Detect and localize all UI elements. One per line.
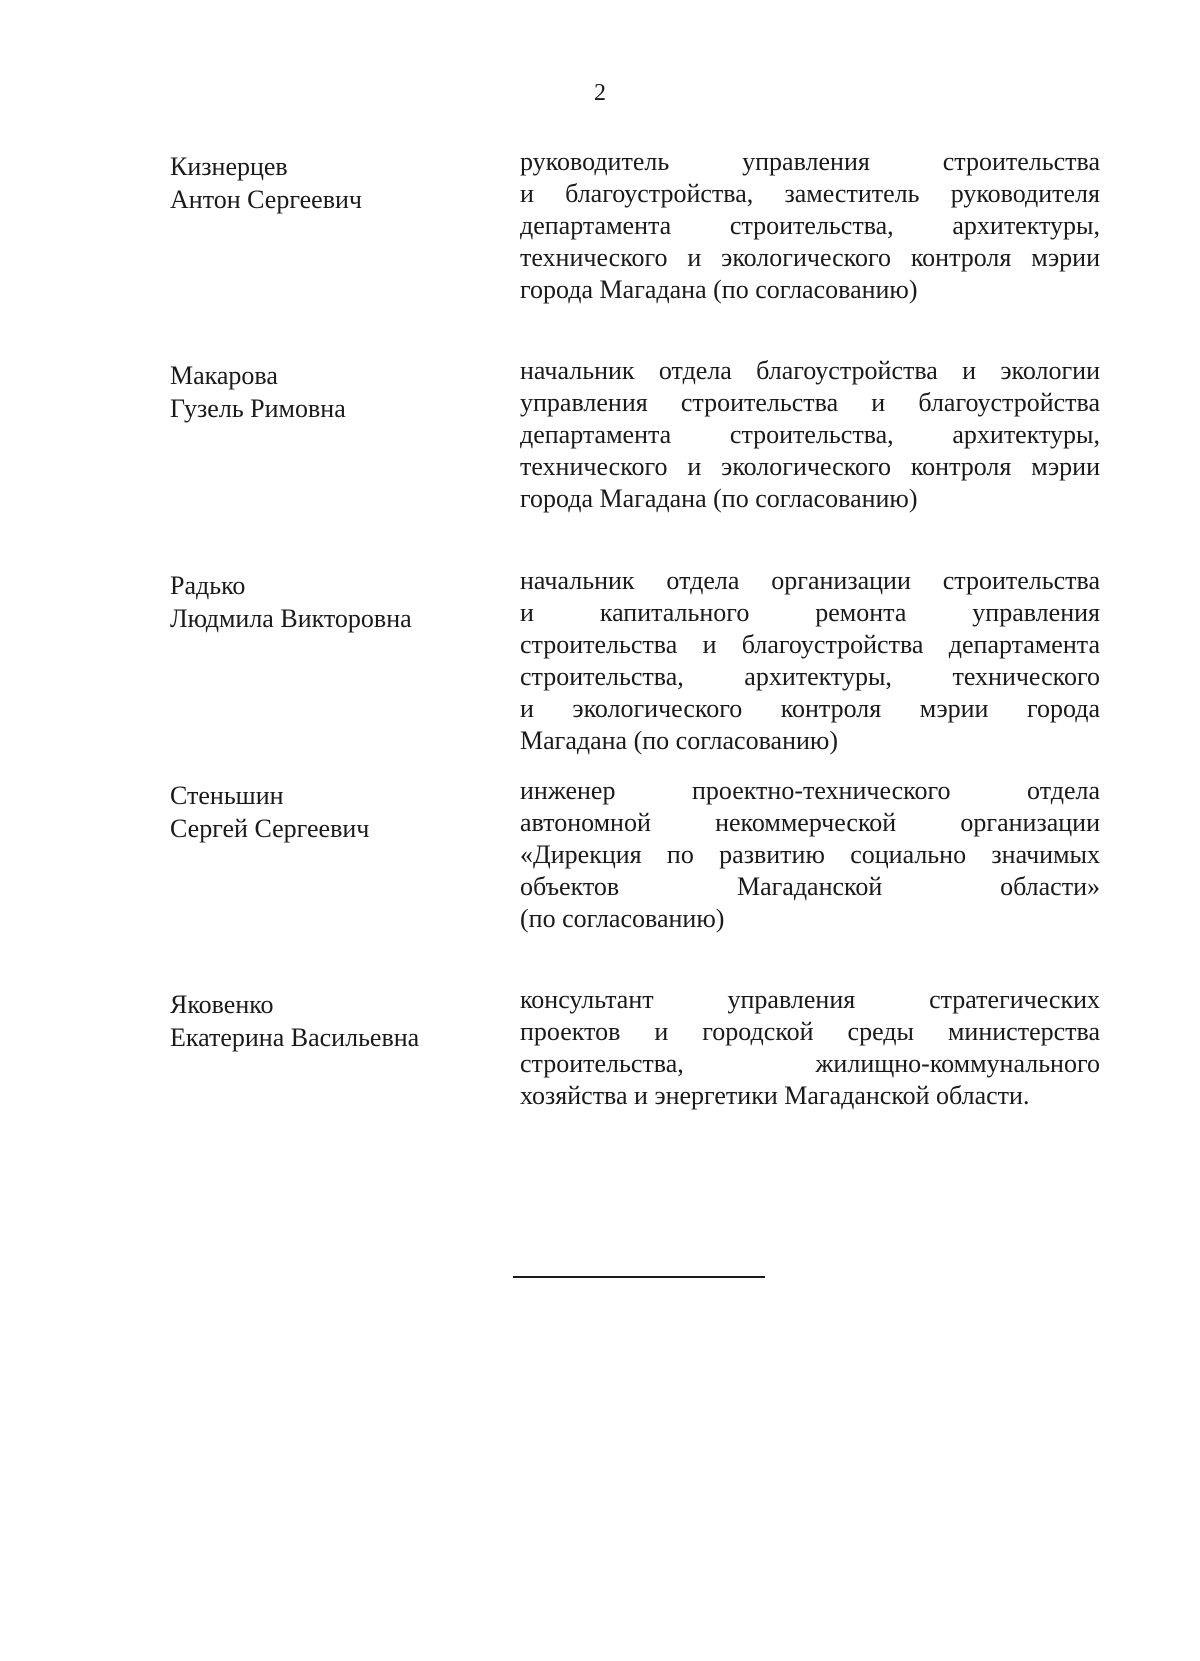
member-given-names: Антон Сергеевич [170,185,362,214]
position-line: инженер проектно-технического отдела [520,776,1100,805]
position-line: хозяйства и энергетики Магаданской области. [520,1081,1030,1110]
member-surname: Стеньшин [170,781,284,810]
member-surname: Радько [170,571,246,600]
member-name [170,988,510,1054]
member-position [520,984,1100,1112]
position-line: и капитального ремонта управления [520,598,1100,627]
position-line: объектов Магаданской области» [520,872,1100,901]
position-line: строительства, архитектуры, технического [520,662,1100,691]
position-line: и экологического контроля мэрии города [520,694,1100,723]
position-line: строительства и благоустройства департамента [520,630,1100,659]
position-line: консультант управления стратегических [520,985,1100,1014]
position-line: департамента строительства, архитектуры, [520,211,1100,240]
member-surname: Яковенко [170,990,274,1019]
position-line: Магадана (по согласованию) [520,726,838,755]
position-line: проектов и городской среды министерства [520,1017,1100,1046]
position-line: города Магадана (по согласованию) [520,275,918,304]
member-given-names: Гузель Римовна [170,394,346,423]
member-given-names: Екатерина Васильевна [170,1023,420,1052]
member-name [170,359,510,425]
position-line: автономной некоммерческой организации [520,808,1100,837]
position-line: (по согласованию) [520,904,725,933]
member-surname: Кизнерцев [170,152,288,181]
position-line: и благоустройства, заместитель руководителя [520,179,1100,208]
member-position [520,775,1100,935]
member-surname: Макарова [170,361,278,390]
position-line: руководитель управления строительства [520,147,1100,176]
member-position [520,565,1100,757]
member-given-names: Сергей Сергеевич [170,814,370,843]
position-line: «Дирекция по развитию социально значимых [520,840,1100,869]
closing-divider-line [513,1276,765,1278]
position-line: города Магадана (по согласованию) [520,484,918,513]
position-line: технического и экологического контроля мэрии [520,452,1100,481]
position-line: департамента строительства, архитектуры, [520,420,1100,449]
position-line: строительства, жилищно-коммунального [520,1049,1100,1078]
member-name [170,150,510,216]
page-number: 2 [594,80,606,106]
member-name [170,779,510,845]
member-position [520,146,1100,306]
member-given-names: Людмила Викторовна [170,604,412,633]
position-line: технического и экологического контроля мэрии [520,243,1100,272]
position-line: управления строительства и благоустройства [520,388,1100,417]
position-line: начальник отдела благоустройства и экологии [520,356,1100,385]
position-line: начальник отдела организации строительства [520,566,1100,595]
member-name [170,569,510,635]
member-position [520,355,1100,515]
